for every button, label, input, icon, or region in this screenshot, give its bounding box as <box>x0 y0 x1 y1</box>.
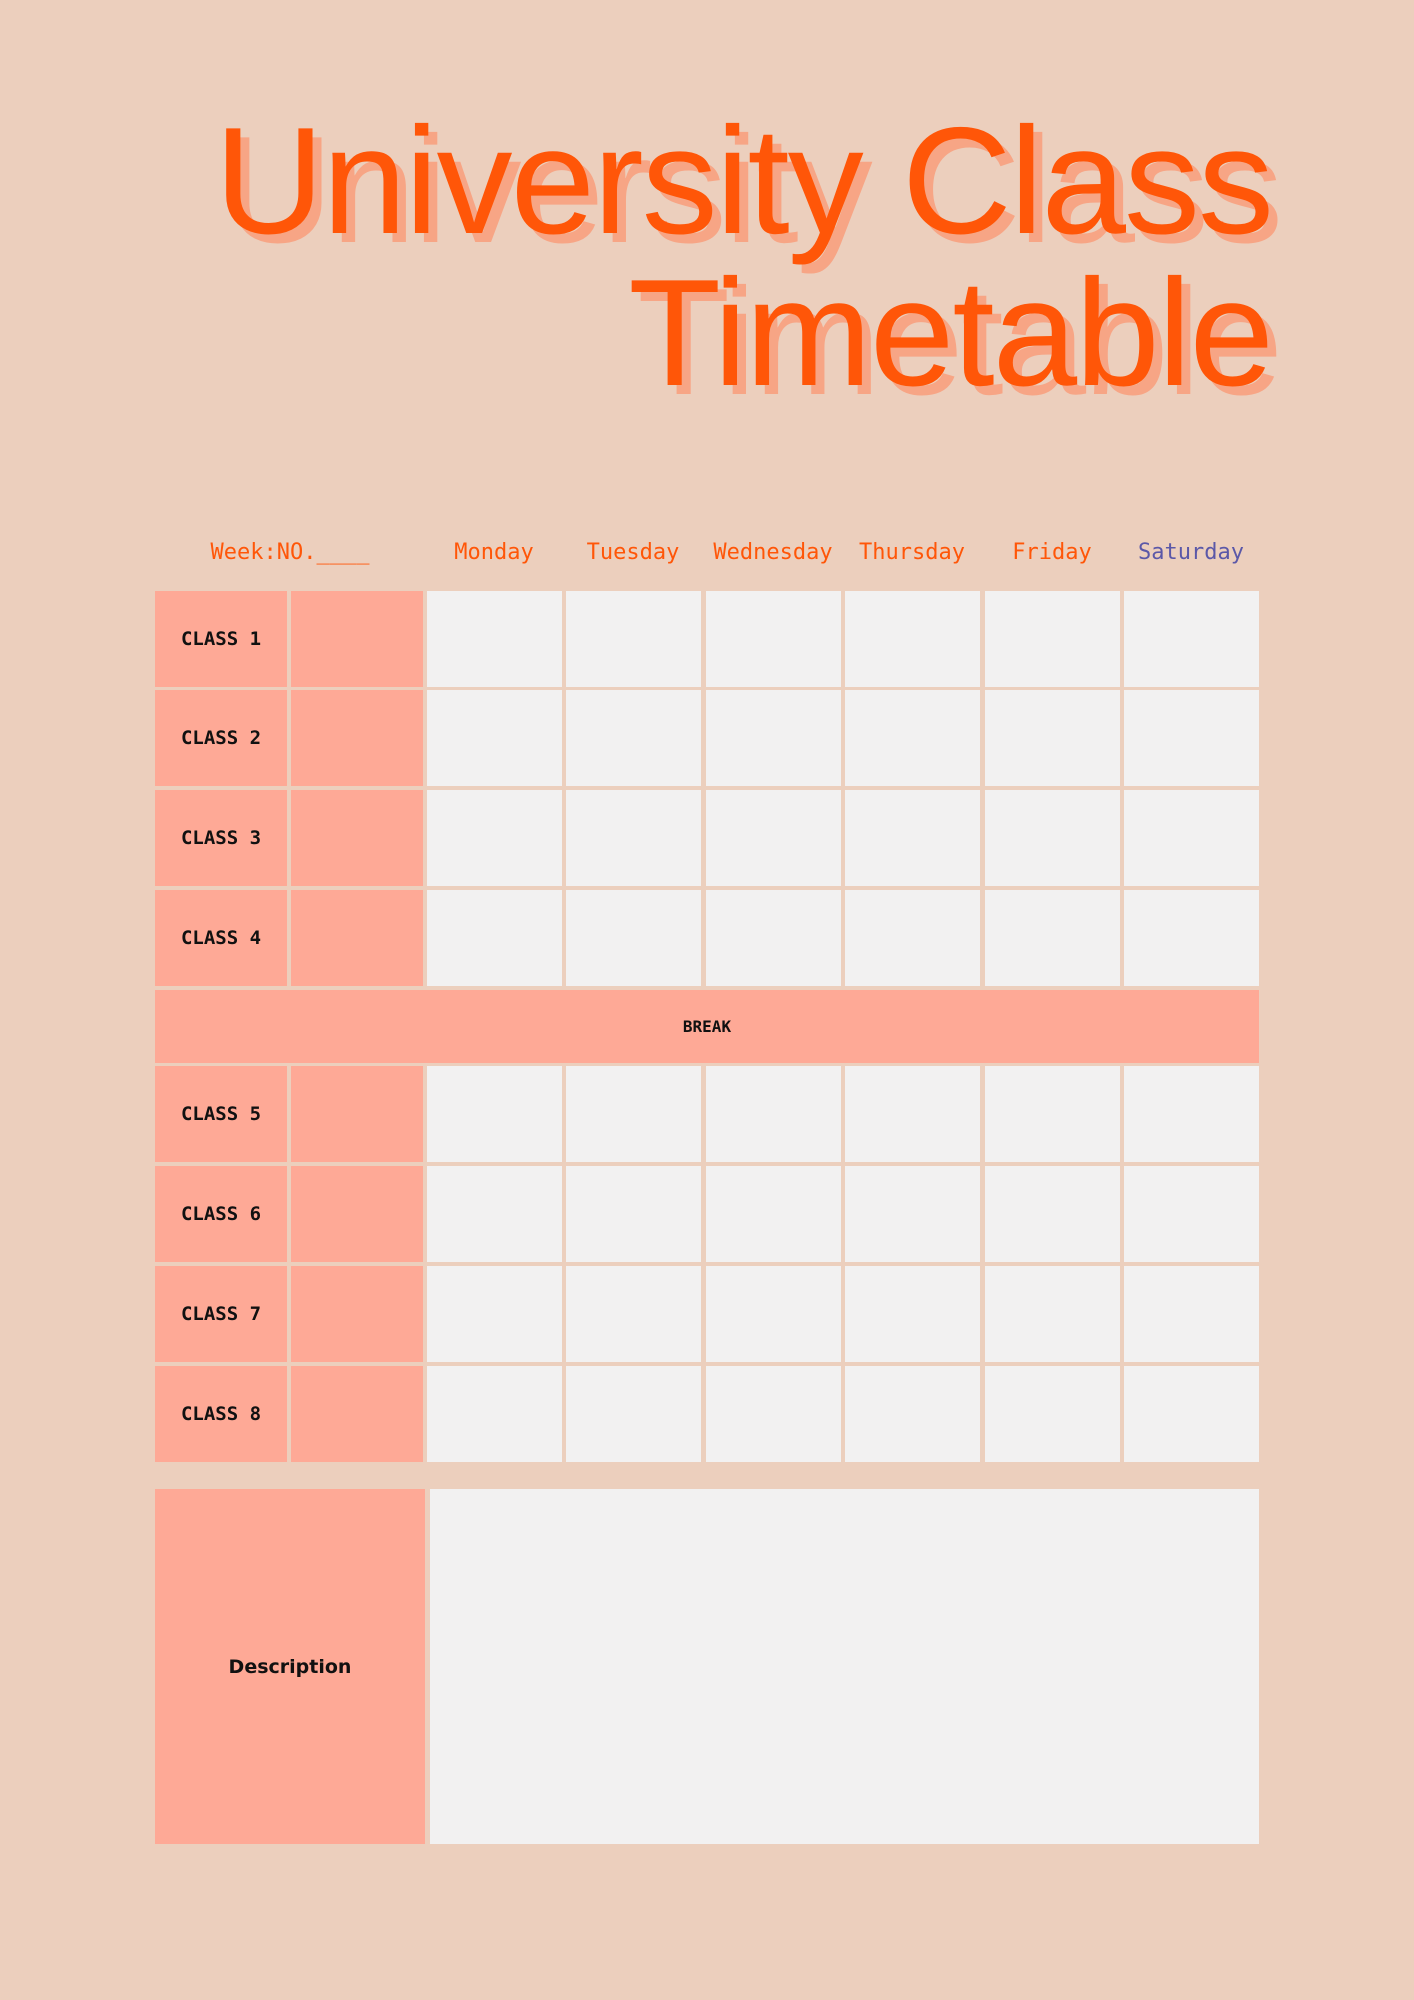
timetable-cell[interactable] <box>1124 790 1259 886</box>
week-number-label: Week:NO.____ <box>210 540 370 565</box>
timetable-cell[interactable] <box>566 1166 701 1262</box>
timetable-cell[interactable] <box>427 790 562 886</box>
timetable-cell[interactable] <box>1124 1266 1259 1362</box>
timetable-cell[interactable] <box>427 1266 562 1362</box>
class-label: CLASS 2 <box>155 690 287 786</box>
class-label: CLASS 1 <box>155 591 287 687</box>
timetable-cell[interactable] <box>706 1266 841 1362</box>
class-time-cell[interactable] <box>291 890 423 986</box>
timetable-cell[interactable] <box>566 790 701 886</box>
timetable-cell[interactable] <box>566 1366 701 1462</box>
description-label: Description <box>155 1489 425 1844</box>
timetable-cell[interactable] <box>985 1066 1120 1162</box>
timetable-cell[interactable] <box>845 790 980 886</box>
timetable-cell[interactable] <box>706 1166 841 1262</box>
timetable-cell[interactable] <box>566 690 701 786</box>
timetable-cell[interactable] <box>985 790 1120 886</box>
class-label: CLASS 3 <box>155 790 287 886</box>
class-label: CLASS 5 <box>155 1066 287 1162</box>
title-line-2: Timetable <box>628 248 1272 418</box>
timetable-cell[interactable] <box>706 890 841 986</box>
timetable-cell[interactable] <box>427 1066 562 1162</box>
class-time-cell[interactable] <box>291 1066 423 1162</box>
timetable-cell[interactable] <box>1124 1066 1259 1162</box>
timetable-cell[interactable] <box>1124 690 1259 786</box>
timetable-cell[interactable] <box>566 890 701 986</box>
timetable-cell[interactable] <box>566 591 701 687</box>
timetable-cell[interactable] <box>845 690 980 786</box>
timetable-cell[interactable] <box>706 1366 841 1462</box>
timetable-cell[interactable] <box>985 591 1120 687</box>
timetable-cell[interactable] <box>427 1366 562 1462</box>
day-header-wednesday: Wednesday <box>713 540 833 565</box>
page-title <box>214 96 1272 418</box>
timetable-cell[interactable] <box>706 690 841 786</box>
class-time-cell[interactable] <box>291 690 423 786</box>
day-header-thursday: Thursday <box>859 540 965 565</box>
timetable-cell[interactable] <box>706 790 841 886</box>
break-row: BREAK <box>155 990 1259 1063</box>
class-label: CLASS 8 <box>155 1366 287 1462</box>
day-header-monday: Monday <box>454 540 534 565</box>
class-time-cell[interactable] <box>291 1166 423 1262</box>
timetable-cell[interactable] <box>427 690 562 786</box>
timetable-cell[interactable] <box>845 1266 980 1362</box>
day-header-friday: Friday <box>1012 540 1092 565</box>
title-line-1: University Class <box>214 96 1272 266</box>
timetable-cell[interactable] <box>845 1166 980 1262</box>
timetable-cell[interactable] <box>985 1266 1120 1362</box>
timetable-cell[interactable] <box>566 1266 701 1362</box>
timetable-cell[interactable] <box>985 1366 1120 1462</box>
class-time-cell[interactable] <box>291 591 423 687</box>
timetable-cell[interactable] <box>985 890 1120 986</box>
timetable-cell[interactable] <box>985 1166 1120 1262</box>
class-time-cell[interactable] <box>291 1266 423 1362</box>
class-time-cell[interactable] <box>291 790 423 886</box>
timetable-cell[interactable] <box>845 1366 980 1462</box>
timetable-cell[interactable] <box>1124 591 1259 687</box>
class-label: CLASS 4 <box>155 890 287 986</box>
timetable-cell[interactable] <box>706 1066 841 1162</box>
timetable-cell[interactable] <box>427 1166 562 1262</box>
timetable-cell[interactable] <box>985 690 1120 786</box>
day-header-saturday: Saturday <box>1138 540 1244 565</box>
class-time-cell[interactable] <box>291 1366 423 1462</box>
timetable-cell[interactable] <box>427 591 562 687</box>
description-field[interactable] <box>430 1489 1259 1844</box>
timetable-cell[interactable] <box>845 1066 980 1162</box>
class-label: CLASS 6 <box>155 1166 287 1262</box>
timetable-cell[interactable] <box>1124 890 1259 986</box>
timetable-cell[interactable] <box>706 591 841 687</box>
timetable-cell[interactable] <box>845 890 980 986</box>
class-label: CLASS 7 <box>155 1266 287 1362</box>
timetable-cell[interactable] <box>427 890 562 986</box>
day-header-tuesday: Tuesday <box>586 540 680 565</box>
timetable-cell[interactable] <box>1124 1366 1259 1462</box>
timetable-cell[interactable] <box>1124 1166 1259 1262</box>
timetable-cell[interactable] <box>845 591 980 687</box>
timetable-cell[interactable] <box>566 1066 701 1162</box>
